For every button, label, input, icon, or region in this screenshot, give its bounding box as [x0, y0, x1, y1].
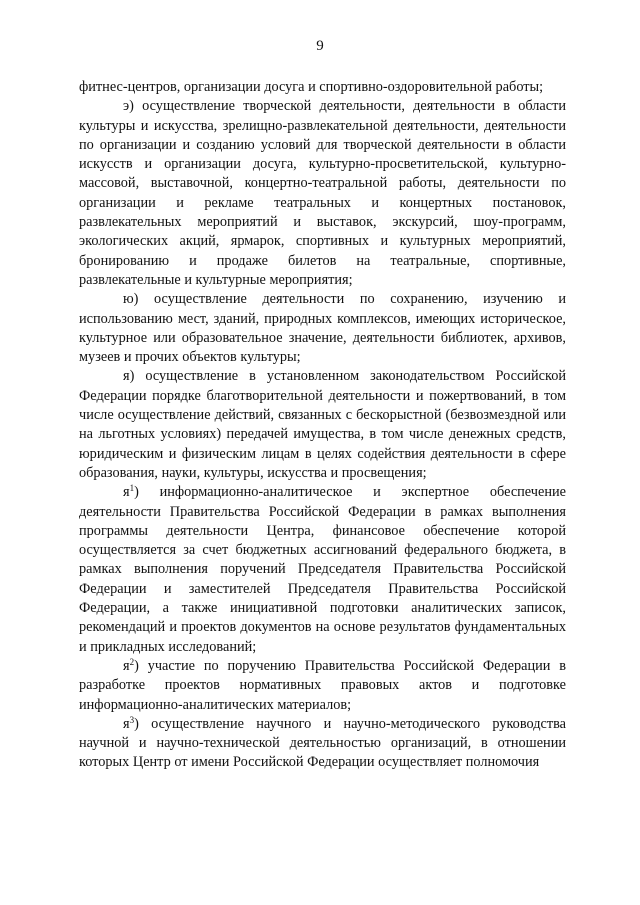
paragraph-ya3 [79, 715, 566, 773]
marker-letter: я) [123, 368, 135, 385]
marker-letter: ю) [123, 291, 139, 308]
paragraph-text: осуществление творческой деятельности, деятельности в области культуры и искусства, зрелищно-развлекательной деятельности, деятельности по организации и созданию условий для творческой деятельности в области искусств и организации досуга, культурно-просветительской, культурно-массовой, выставочной, концертно-театральной работы, деятельности по организации и рекламе театральных и концертных постановок, развлекательных мероприятий и выставок, экскурсий, шоу-программ, экологических акций, ярмарок, спортивных и культурных мероприятий, бронированию и продаже билетов на театральные, спортивные, развлекательные и культурные мероприятия; [79, 98, 566, 288]
paragraph-e [79, 97, 566, 290]
marker-paren: ) [134, 715, 139, 732]
paragraph-marker [123, 484, 139, 500]
paragraph-marker [123, 658, 139, 674]
paragraph-marker [123, 291, 138, 307]
marker-letter: я [123, 657, 130, 674]
marker-superscript: 1 [129, 483, 135, 494]
marker-letter: я [123, 715, 130, 732]
paragraph-text: участие по поручению Правительства Российской Федерации в разработке проектов нормативных правовых актов и подготовке информационно-аналитических материалов; [79, 657, 566, 713]
marker-paren: ) [134, 657, 139, 674]
marker-letter: я [123, 484, 130, 501]
paragraph-yu [79, 290, 566, 367]
paragraph-text: осуществление в установленном законодательством Российской Федерации порядке благотворительной деятельности и пожертвований, в том числе осуществление действий, связанных с бескорыстной (безвозмездной или на льготных условиях) передачей имущества, в том числе денежных средств, юридическим и физическим лицам в целях содействия деятельности в сфере образования, науки, культуры, искусства и просвещения; [79, 368, 566, 481]
marker-superscript: 3 [129, 714, 135, 725]
paragraph-ya2 [79, 657, 566, 715]
paragraph-marker [123, 98, 134, 114]
paragraph-continuation [79, 78, 566, 97]
paragraph-text: фитнес-центров, организации досуга и спортивно-оздоровительной работы; [79, 79, 544, 95]
paragraph-marker [123, 716, 139, 732]
marker-paren: ) [134, 484, 139, 501]
paragraph-marker [123, 368, 134, 384]
paragraph-text: осуществление научного и научно-методического руководства научной и научно-технической деятельностью организаций, в отношении которых Центр от имени Российской Федерации осуществляет полномочия [79, 715, 566, 771]
page-number: 9 [316, 38, 324, 54]
paragraph-ya [79, 367, 566, 483]
marker-letter: э) [123, 98, 134, 115]
marker-superscript: 2 [129, 656, 135, 667]
document-body [79, 78, 566, 773]
paragraph-text: информационно-аналитическое и экспертное обеспечение деятельности Правительства Российской Федерации в рамках выполнения программы деятельности Центра, финансовое обеспечение которой осуществляется за счет бюджетных ассигнований федерального бюджета, в рамках выполнения поручений Председателя Правительства Российской Федерации и заместителей Председателя Правительства Российской Федерации, а также инициативной подготовки аналитических записок, рекомендаций и проектов документов на основе результатов фундаментальных и прикладных исследований; [79, 484, 566, 655]
paragraph-text: осуществление деятельности по сохранению, изучению и использованию мест, зданий, природных комплексов, имеющих историческое, культурное или образовательное значение, деятельности библиотек, архивов, музеев и прочих объектов культуры; [79, 291, 566, 366]
paragraph-ya1 [79, 483, 566, 657]
